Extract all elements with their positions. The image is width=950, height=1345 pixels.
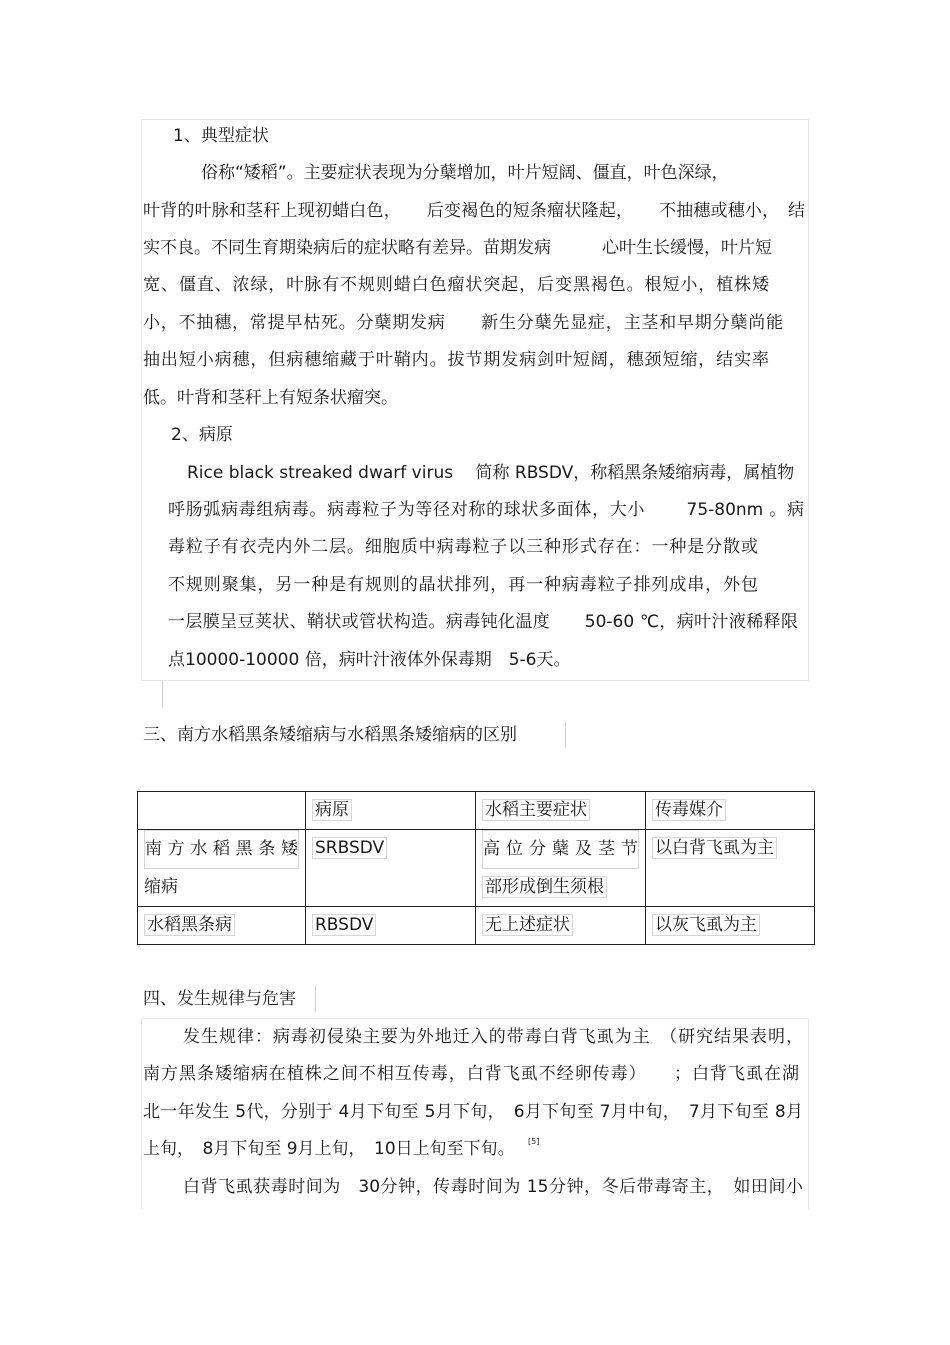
section1-heading: 1、典型症状 <box>173 126 269 146</box>
section2-line: 一层膜呈豆荚状、鞘状或管状构造。病毒钝化温度 50-60 ℃，病叶汁液稀释限 <box>168 612 798 632</box>
section1-line: 小，不抽穗，常提早枯死。分蘖期发病 新生分蘖先显症，主茎和早期分蘖尚能 <box>143 313 783 333</box>
table-cell-vector: 以灰飞虱为主 <box>646 907 815 945</box>
section4-heading-tick <box>315 986 316 1012</box>
section1-line: 俗称“矮稻”。主要症状表现为分蘖增加，叶片短阔、僵直，叶色深绿， <box>201 163 729 183</box>
section4-line: 南方黑条矮缩病在植株之间不相互传毒，白背飞虱不经卵传毒） ；白背飞虱在湖 <box>143 1064 799 1084</box>
section4-line: 白背飞虱获毒时间为 30分钟，传毒时间为 15分钟，冬后带毒寄主， 如田间小 <box>183 1177 803 1197</box>
section2-line: 不规则聚集，另一种是有规则的晶状排列，再一种病毒粒子排列成串，外包 <box>168 575 758 595</box>
table-header-cell <box>138 792 306 830</box>
table-header-cell: 传毒媒介 <box>646 792 815 830</box>
comparison-table <box>137 791 815 945</box>
section1-line: 叶背的叶脉和茎秆上现初蜡白色， 后变褐色的短条瘤状隆起， 不抽穗或穗小， 结 <box>143 201 805 221</box>
table-header-cell: 病原 <box>306 792 476 830</box>
section2-heading: 2、病原 <box>171 425 233 445</box>
scan-tick <box>162 680 163 708</box>
table-cell-symptom: 高位分蘖及茎节 部形成倒生须根 <box>476 830 646 907</box>
section3-heading-tick <box>565 722 566 748</box>
section1-line: 抽出短小病穗，但病穗缩藏于叶鞘内。拔节期发病剑叶短阔，穗颈短缩，结实率 <box>143 350 769 370</box>
table-cell-disease: 水稻黑条病 <box>138 907 306 945</box>
table-header-cell: 水稻主要症状 <box>476 792 646 830</box>
section4-line: 上旬， 8月下旬至 9月上旬， 10日上旬至下旬。 <box>143 1139 515 1159</box>
table-cell-disease: 南方水稻黑条矮 缩病 <box>138 830 306 907</box>
section2-line: 点10000-10000 倍，病叶汁液体外保毒期 5-6天。 <box>168 650 571 670</box>
section4-line: 北一年发生 5代，分别于 4月下旬至 5月下旬， 6月下旬至 7月中旬， 7月下旬至 8月 <box>143 1102 803 1122</box>
table-cell-vector: 以白背飞虱为主 <box>646 830 815 907</box>
reference-superscript: [5] <box>528 1137 540 1146</box>
section1-line: 低。叶背和茎秆上有短条状瘤突。 <box>143 388 398 408</box>
table-cell-symptom: 无上述症状 <box>476 907 646 945</box>
section1-line: 实不良。不同生育期染病后的症状略有差异。苗期发病 心叶生长缓慢，叶片短 <box>143 238 772 258</box>
section2-line: 呼肠弧病毒组病毒。病毒粒子为等径对称的球状多面体，大小 75-80nm 。病 <box>168 500 804 520</box>
table-header-row <box>138 792 815 830</box>
section1-line: 宽、僵直、浓绿，叶脉有不规则蜡白色瘤状突起，后变黑褐色。根短小，植株矮 <box>143 275 769 295</box>
table-cell-pathogen: RBSDV <box>306 907 476 945</box>
table-row <box>138 907 815 945</box>
table-row <box>138 830 815 907</box>
table-cell-pathogen: SRBSDV <box>306 830 476 907</box>
section2-line: Rice black streaked dwarf virus 简称 RBSDV，称稻黑条矮缩病毒，属植物 <box>187 463 795 483</box>
section2-line: 毒粒子有衣壳内外二层。细胞质中病毒粒子以三种形式存在：一种是分散或 <box>168 537 758 557</box>
section4-heading: 四、发生规律与危害 <box>143 989 296 1009</box>
section3-heading: 三、南方水稻黑条矮缩病与水稻黑条矮缩病的区别 <box>143 725 517 745</box>
section4-line: 发生规律：病毒初侵染主要为外地迁入的带毒白背飞虱为主 （研究结果表明， <box>183 1027 803 1047</box>
